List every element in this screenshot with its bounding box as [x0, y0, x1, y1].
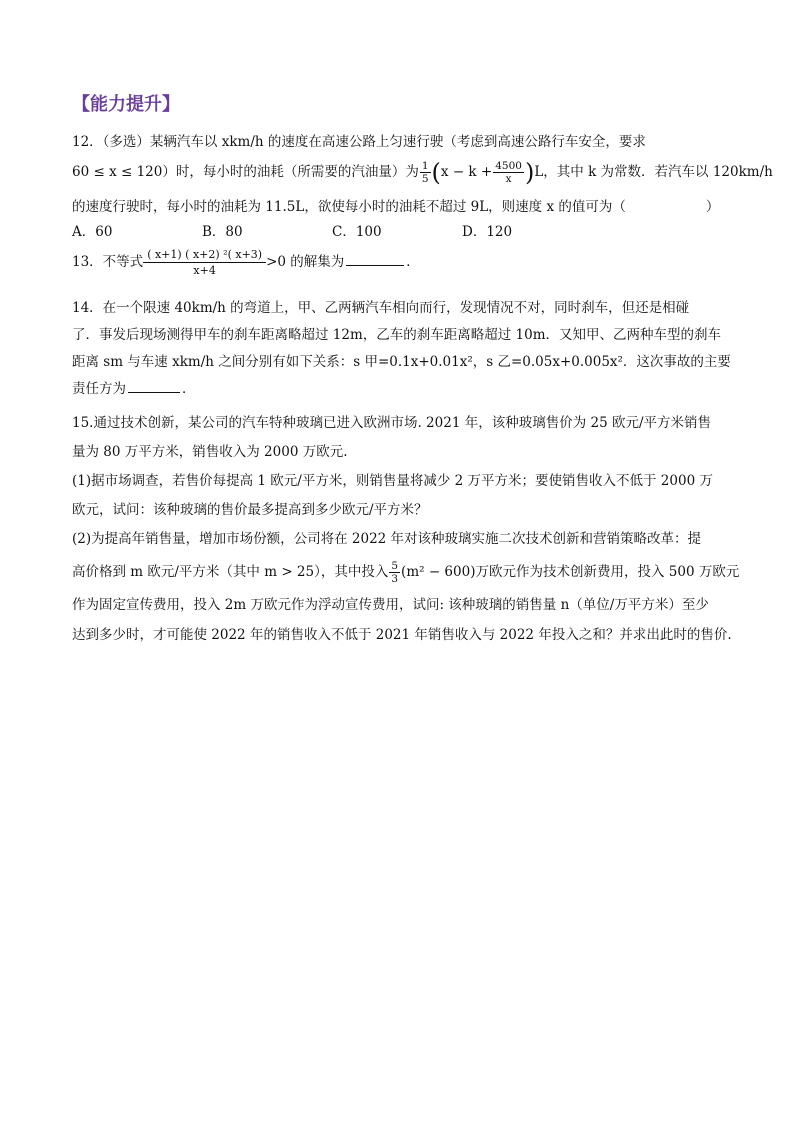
option-b: B．80	[202, 224, 243, 240]
fraction-five-thirds: $\frac{5}{3}$	[391, 560, 399, 585]
q12-line-3: 的速度行驶时，每小时的油耗为 11.5L，欲使每小时的油耗不超过 9L，则速度 x 的值可为（ ）	[72, 199, 720, 215]
question-14	[72, 295, 732, 403]
q15-line-3: (1)据市场调查，若售价每提高 1 欧元/平方米，则销售量将减少 2 万平方米；要使销售收入不低于 2000 万	[72, 473, 713, 489]
q12-options	[72, 220, 592, 245]
q14-line-3: 距离 sm 与车速 xkm/h 之间分别有如下关系：s 甲=0.1x+0.01x²，s 乙=0.05x+0.005x²．这次事故的主要	[72, 354, 731, 370]
option-d: D．120	[462, 224, 513, 240]
q12-line-1: 12．（多选）某辆汽车以 xkm/h 的速度在高速公路上匀速行驶（考虑到高速公路行车安全，要求	[72, 134, 646, 150]
q14-line-2: 了．事发后现场测得甲车的刹车距离略超过 12m，乙车的刹车距离略超过 10m．又知甲、乙两种车型的刹车	[72, 327, 722, 343]
q15-line-7: 作为固定宣传费用，投入 2m 万欧元作为浮动宣传费用，试问: 该种玻璃的销售量 n（单位/万平方米）至少	[72, 597, 709, 613]
inequality-fraction: $\frac{\text{( x+1) ( x+2) ²( x+3)}}{x+4}$	[143, 247, 266, 278]
question-15	[72, 409, 740, 650]
question-12	[72, 130, 773, 245]
answer-blank	[128, 391, 180, 393]
section-heading: 【能力提升】	[72, 94, 180, 115]
q15-line-5: (2)为提高年销售量，增加市场份额，公司将在 2022 年对该种玻璃实施二次技术创新和营销策略改革：提	[72, 531, 702, 547]
option-c: C．100	[332, 224, 382, 240]
q15-line-6: 高价格到 m 欧元/平方米（其中 m > 25），其中投入 $\frac{5}{3}$ (m² − 600)万欧元作为技术创新费用，投入 500 万欧元	[72, 560, 740, 585]
document-page	[72, 90, 773, 650]
q14-line-1: 14．在一个限速 40km/h 的弯道上，甲、乙两辆汽车相向而行，发现情况不对，同时刹车，但还是相碰	[72, 300, 690, 316]
q12-line-2: 60 ≤ x ≤ 120）时，每小时的油耗（所需要的汽油量）为 $\frac{1}{5}$ (x − k + $\frac{4500}{x}$ )L，其中 k 为常数．若汽车以 120km/h	[72, 158, 773, 187]
q15-line-1: 15.通过技术创新，某公司的汽车特种玻璃已进入欧洲市场. 2021 年，该种玻璃售价为 25 欧元/平方米销售	[72, 415, 712, 431]
question-13: 13．不等式 $\frac{\text{( x+1) ( x+2) ²( x+3)}}{x+4}$ >0 的解集为 ．	[72, 248, 420, 277]
q14-line-4: 责任方为 ．	[72, 381, 196, 397]
q15-line-4: 欧元，试问：该种玻璃的售价最多提高到多少欧元/平方米？	[72, 502, 428, 518]
fraction-4500-over-x: $\frac{4500}{x}$	[495, 160, 522, 185]
fraction-one-fifth: $\frac{1}{5}$	[421, 160, 429, 185]
q15-line-2: 量为 80 万平方米，销售收入为 2000 万欧元.	[72, 444, 348, 460]
option-a: A．60	[72, 224, 113, 240]
q15-line-8: 达到多少时，才可能使 2022 年的销售收入不低于 2021 年销售收入与 2022 年投入之和？并求出此时的售价.	[72, 627, 732, 643]
answer-blank	[346, 264, 404, 266]
